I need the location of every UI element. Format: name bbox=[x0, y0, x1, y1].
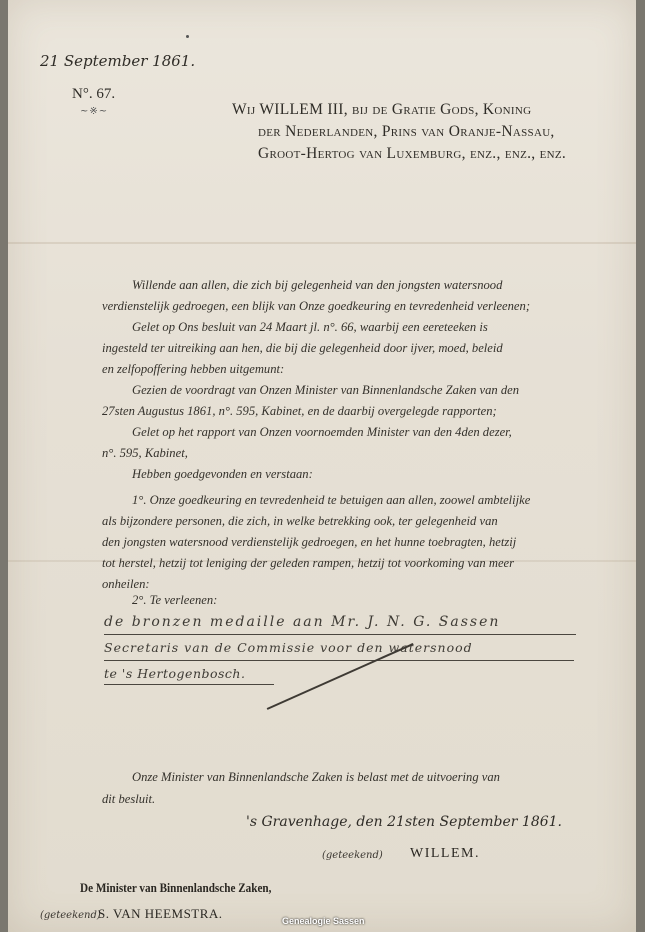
body-line: ingesteld ter uitreiking aan hen, die bij die gelegenheid door ijver, moed, beleid bbox=[102, 341, 503, 355]
place-date: 's Gravenhage, den 21sten September 1861. bbox=[246, 814, 563, 830]
body-line: 27sten Augustus 1861, n°. 595, Kabinet, en de daarbij overgelegde rapporten; bbox=[102, 404, 497, 418]
underline bbox=[104, 634, 576, 635]
body-line: verdienstelijk gedroegen, een blijk van Onze goedkeuring en tevredenheid verleenen; bbox=[102, 299, 531, 313]
heading-line-2: der Nederlanden, Prins van Oranje-Nassau, bbox=[258, 123, 555, 140]
watermark: Genealogie Sassen bbox=[282, 916, 365, 926]
minister-name: S. VAN HEEMSTRA. bbox=[98, 906, 223, 921]
ink-dot bbox=[186, 35, 189, 38]
document-date: 21 September 1861. bbox=[40, 52, 196, 70]
underline bbox=[104, 684, 274, 685]
underline bbox=[104, 660, 574, 661]
fold-line bbox=[8, 242, 636, 244]
body-line: Willende aan allen, die zich bij gelegenheid van den jongsten watersnood bbox=[132, 278, 503, 292]
handwritten-line-3: te 's Hertogenbosch. bbox=[104, 666, 246, 681]
body-line: den jongsten watersnood verdienstelijk gedroegen, en het hunne toebragten, hetzij bbox=[102, 535, 517, 549]
king-signature: WILLEM. bbox=[410, 846, 480, 861]
handwritten-line-2: Secretaris van de Commissie voor den watersnood bbox=[104, 640, 473, 655]
heading-line-1: Wij WILLEM III, bij de Gratie Gods, Koning bbox=[232, 101, 532, 118]
ornament-flourish: ~※~ bbox=[80, 106, 109, 117]
body-line: onheilen: bbox=[102, 577, 150, 591]
handwritten-line-1: de bronzen medaille aan Mr. J. N. G. Sassen bbox=[104, 614, 501, 630]
body-line: Gelet op het rapport van Onzen voornoemden Minister van den 4den dezer, bbox=[132, 425, 512, 439]
closing-line-2: dit besluit. bbox=[102, 792, 156, 806]
body-line: Gezien de voordragt van Onzen Minister van Binnenlandsche Zaken van den bbox=[132, 383, 520, 397]
body-line: 2°. Te verleenen: bbox=[132, 593, 218, 607]
heading-line-3: Groot-Hertog van Luxemburg, enz., enz., enz. bbox=[258, 145, 567, 162]
minister-signed-label: (geteekend) bbox=[40, 910, 101, 921]
body-line: Gelet op Ons besluit van 24 Maart jl. n°. 66, waarbij een eereteeken is bbox=[132, 320, 488, 334]
body-line: tot herstel, hetzij tot leniging der geleden rampen, hetzij tot voorkoming van meer bbox=[102, 556, 515, 570]
body-line: n°. 595, Kabinet, bbox=[102, 446, 188, 460]
body-line: 1°. Onze goedkeuring en tevredenheid te betuigen aan allen, zoowel ambtelijke bbox=[132, 493, 531, 507]
document-number: N°. 67. bbox=[72, 86, 116, 102]
signed-label: (geteekend) bbox=[322, 850, 383, 861]
body-line: als bijzondere personen, die zich, in welke betrekking ook, ter gelegenheid van bbox=[102, 514, 498, 528]
minister-label: De Minister van Binnenlandsche Zaken, bbox=[80, 880, 272, 895]
body-line: Hebben goedgevonden en verstaan: bbox=[132, 467, 313, 481]
closing-line-1: Onze Minister van Binnenlandsche Zaken is belast met de uitvoering van bbox=[132, 770, 500, 784]
body-line: en zelfopoffering hebben uitgemunt: bbox=[102, 362, 285, 376]
